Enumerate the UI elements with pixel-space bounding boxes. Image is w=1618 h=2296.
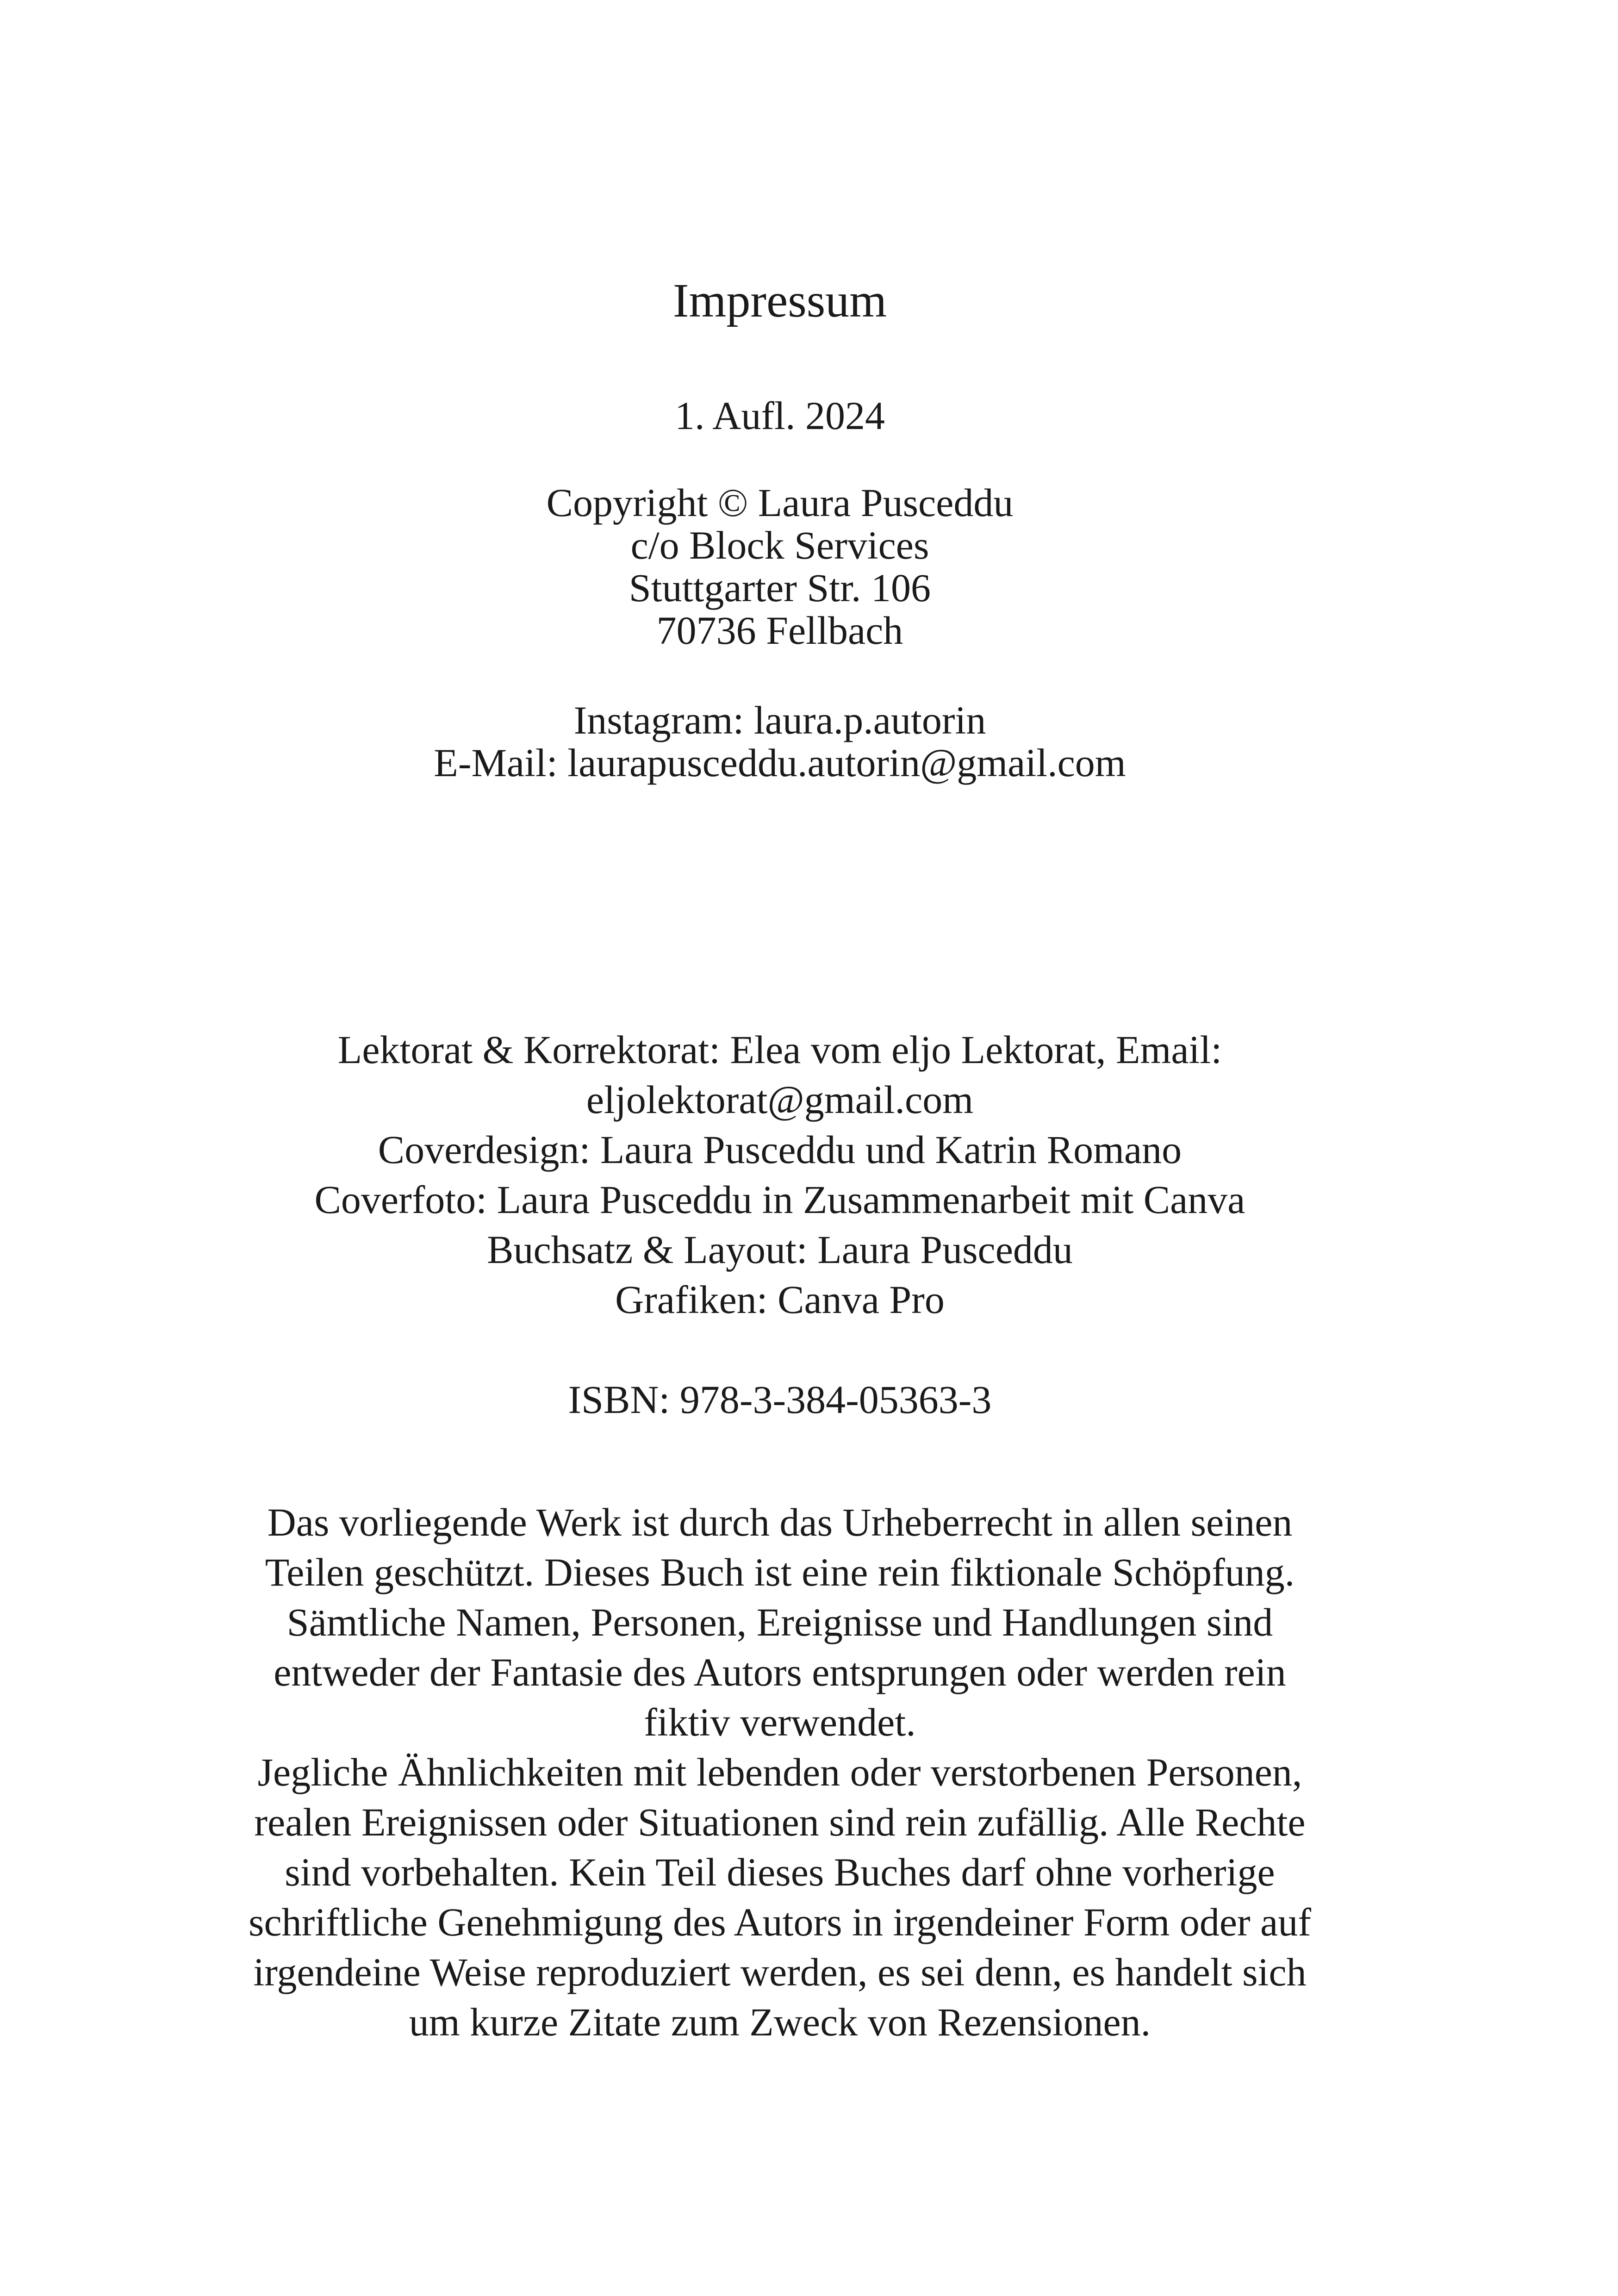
lektorat-line: Lektorat & Korrektorat: Elea vom eljo Lektorat, Email: <box>337 1027 1222 1072</box>
legal-line: fiktiv verwendet. <box>644 1700 916 1744</box>
legal-line: Jegliche Ähnlichkeiten mit lebenden oder verstorbenen Personen, <box>257 1750 1302 1794</box>
copyright-line: Copyright © Laura Pusceddu <box>546 480 1014 525</box>
email-line: E-Mail: laurapusceddu.autorin@gmail.com <box>434 740 1126 785</box>
edition-line: 1. Aufl. 2024 <box>675 393 885 438</box>
legal-line: Das vorliegende Werk ist durch das Urheberrecht in allen seinen <box>267 1500 1293 1544</box>
coverdesign-line: Coverdesign: Laura Pusceddu und Katrin Romano <box>378 1127 1182 1172</box>
legal-line: sind vorbehalten. Kein Teil dieses Buches darf ohne vorherige <box>285 1850 1275 1894</box>
legal-line: Teilen geschützt. Dieses Buch ist eine rein fiktionale Schöpfung. <box>265 1550 1295 1594</box>
coverfoto-line: Coverfoto: Laura Pusceddu in Zusammenarbeit mit Canva <box>314 1177 1245 1222</box>
isbn-line: ISBN: 978-3-384-05363-3 <box>568 1377 992 1422</box>
city-line: 70736 Fellbach <box>656 608 903 653</box>
legal-notice <box>0 1497 1560 2047</box>
legal-line: schriftliche Genehmigung des Autors in irgendeiner Form oder auf <box>249 1900 1311 1944</box>
grafiken-line: Grafiken: Canva Pro <box>615 1277 945 1322</box>
legal-line: entweder der Fantasie des Autors entsprungen oder werden rein <box>274 1650 1286 1694</box>
legal-line: um kurze Zitate zum Zweck von Rezensionen. <box>409 2000 1151 2044</box>
legal-line: realen Ereignissen oder Situationen sind rein zufällig. Alle Rechte <box>254 1800 1306 1844</box>
street-line: Stuttgarter Str. 106 <box>629 566 931 610</box>
care-of-line: c/o Block Services <box>630 523 929 567</box>
lektorat-email-line: eljolektorat@gmail.com <box>586 1077 974 1122</box>
legal-line: irgendeine Weise reproduziert werden, es sei denn, es handelt sich <box>253 1950 1307 1994</box>
buchsatz-line: Buchsatz & Layout: Laura Pusceddu <box>487 1227 1073 1272</box>
page-title: Impressum <box>672 274 887 327</box>
legal-line: Sämtliche Namen, Personen, Ereignisse und Handlungen sind <box>286 1600 1273 1644</box>
instagram-line: Instagram: laura.p.autorin <box>573 698 986 742</box>
